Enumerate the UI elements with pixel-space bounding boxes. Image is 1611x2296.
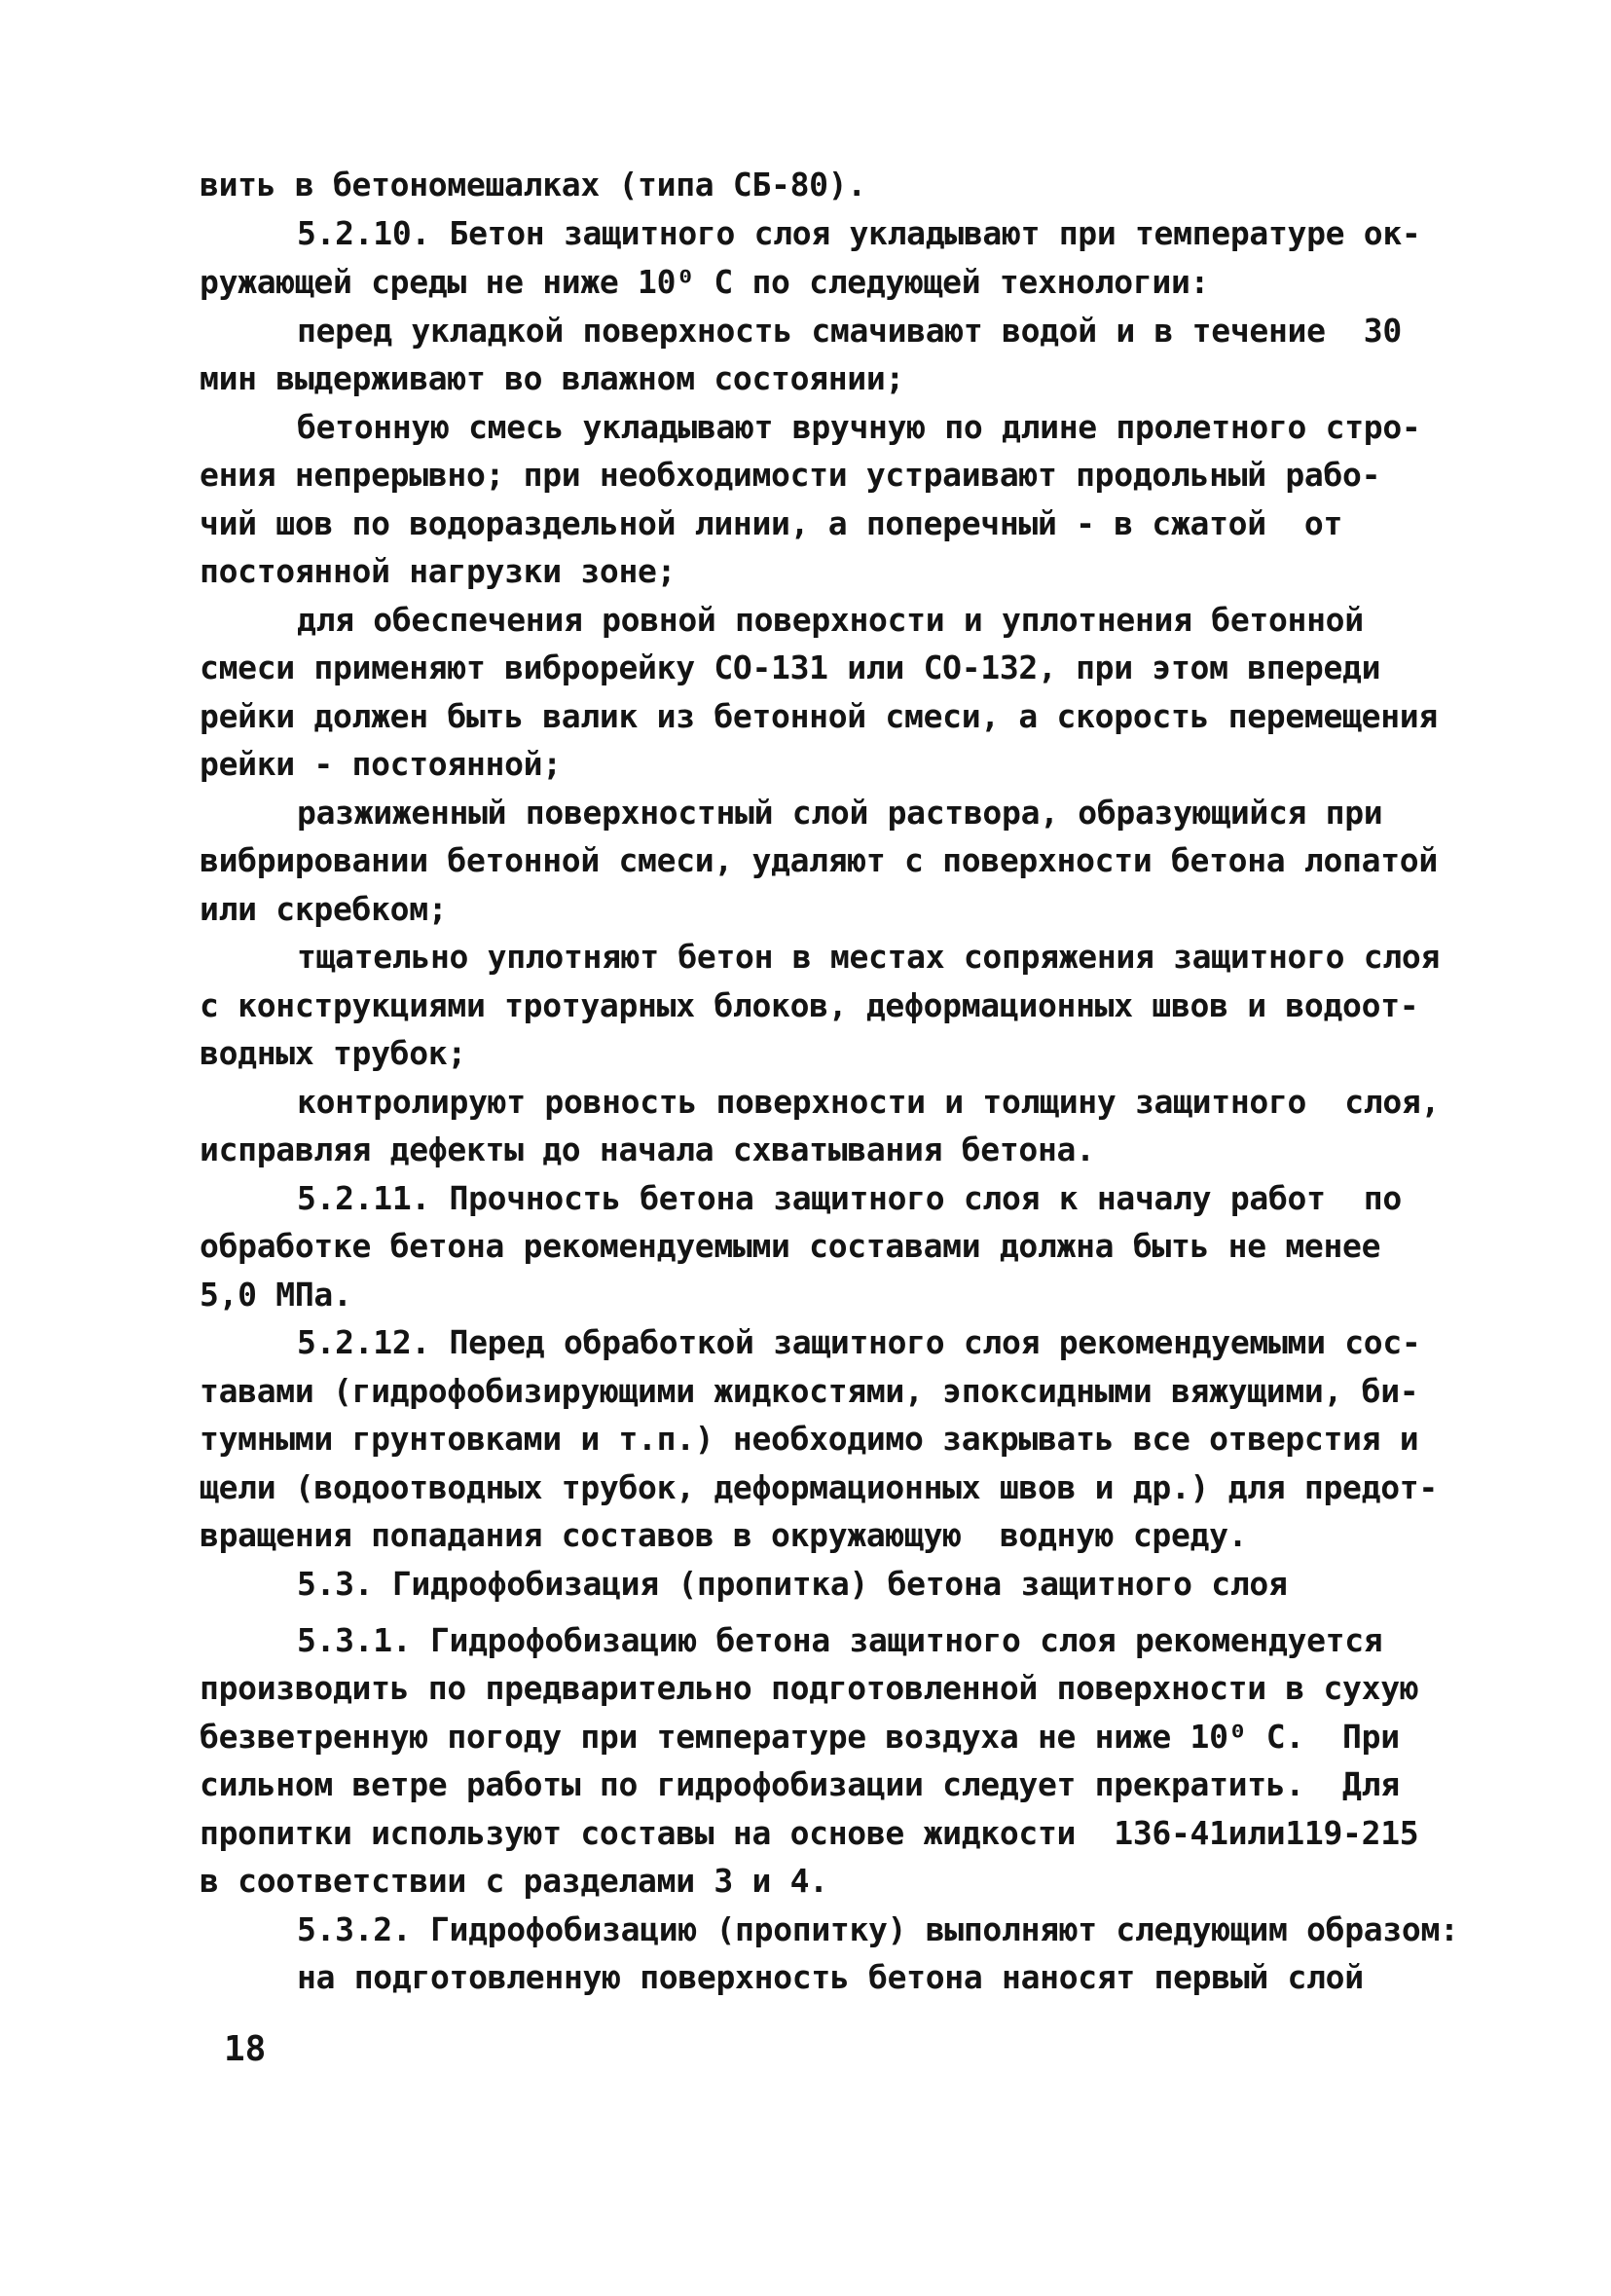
text-line: сильном ветре работы по гидрофобизации следует прекратить. Для (200, 1765, 1400, 1803)
text-line: щели (водоотводных трубок, деформационных швов и др.) для предот- (200, 1468, 1438, 1506)
text-line: в соответствии с разделами 3 и 4. (200, 1862, 828, 1900)
text-line: мин выдерживают во влажном состоянии; (200, 359, 905, 397)
text-line: пропитки используют составы на основе жидкости 136-41или119-215 (200, 1814, 1419, 1852)
text-line: водных трубок; (200, 1034, 466, 1072)
text-line: разжиженный поверхностный слой раствора, образующийся при (297, 794, 1383, 832)
text-line: 5.2.10. Бетон защитного слоя укладывают при температуре ок- (297, 214, 1421, 252)
text-line: тавами (гидрофобизирующими жидкостями, эпоксидными вяжущими, би- (200, 1372, 1419, 1410)
page-number: 18 (224, 2029, 267, 2069)
text-line: 5,0 МПа. (200, 1276, 352, 1314)
text-line: контролируют ровность поверхности и толщину защитного слоя, (297, 1083, 1441, 1121)
text-line: с конструкциями тротуарных блоков, деформационных швов и водоот- (200, 986, 1419, 1024)
text-line: вить в бетономешалках (типа СБ-80). (200, 166, 866, 204)
text-line: тумными грунтовками и т.п.) необходимо закрывать все отверстия и (200, 1420, 1419, 1458)
text-line: бетонную смесь укладывают вручную по длине пролетного стро- (297, 408, 1421, 446)
text-line: исправляя дефекты до начала схватывания бетона. (200, 1130, 1095, 1168)
text-line: для обеспечения ровной поверхности и уплотнения бетонной (297, 601, 1364, 639)
text-line: чий шов по водораздельной линии, а поперечный - в сжатой от (200, 504, 1343, 542)
text-line: перед укладкой поверхность смачивают водой и в течение 30 (297, 312, 1402, 350)
text-line: производить по предварительно подготовленной поверхности в сухую (200, 1669, 1419, 1707)
text-line: обработке бетона рекомендуемыми составами должна быть не менее (200, 1227, 1381, 1265)
text-line: или скребком; (200, 890, 448, 928)
text-line: ружающей среды не ниже 10⁰ С по следующей технологии: (200, 263, 1210, 301)
text-line: вибрировании бетонной смеси, удаляют с поверхности бетона лопатой (200, 841, 1438, 879)
text-line: тщательно уплотняют бетон в местах сопряжения защитного слоя (297, 938, 1441, 976)
text-line: 5.2.11. Прочность бетона защитного слоя к началу работ по (297, 1179, 1402, 1217)
section-heading: 5.3. Гидрофобизация (пропитка) бетона защитного слоя (297, 1565, 1288, 1603)
text-line: безветренную погоду при температуре воздуха не ниже 10⁰ С. При (200, 1718, 1400, 1756)
text-line: вращения попадания составов в окружающую водную среду. (200, 1516, 1248, 1554)
text-line: постоянной нагрузки зоне; (200, 552, 677, 590)
text-line: 5.3.1. Гидрофобизацию бетона защитного слоя рекомендуется (297, 1621, 1383, 1659)
text-line: смеси применяют виброрейку СО-131 или СО-132, при этом впереди (200, 648, 1381, 686)
text-line: 5.2.12. Перед обработкой защитного слоя рекомендуемыми сос- (297, 1323, 1421, 1361)
text-line: рейки - постоянной; (200, 745, 562, 783)
text-line: 5.3.2. Гидрофобизацию (пропитку) выполняют следующим образом: (297, 1910, 1459, 1948)
text-line: ения непрерывно; при необходимости устраивают продольный рабо- (200, 456, 1381, 494)
text-line: на подготовленную поверхность бетона наносят первый слой (297, 1958, 1364, 1996)
text-line: рейки должен быть валик из бетонной смеси, а скорость перемещения (200, 697, 1438, 735)
